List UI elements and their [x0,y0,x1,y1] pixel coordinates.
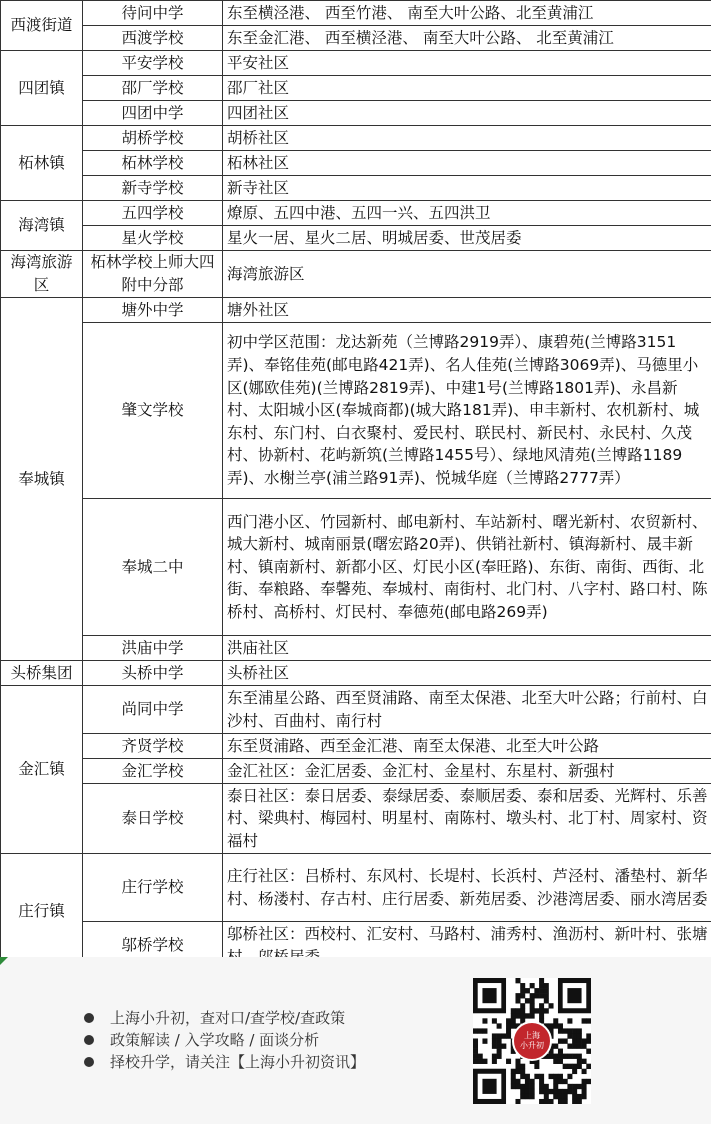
promo-bullet-text: 择校升学，请关注【上海小升初资讯】 [110,1053,366,1071]
school-cell: 胡桥学校 [83,126,223,151]
table-row [1,686,711,734]
bullet-dot-icon [84,1057,94,1067]
table-row [1,499,711,636]
area-cell: 四团社区 [223,101,711,126]
school-cell: 奉城二中 [83,499,223,636]
table-row [1,201,711,226]
promo-footer [0,957,711,1124]
town-cell: 四团镇 [1,51,83,126]
qr-center-logo [512,1021,552,1061]
area-cell: 邵厂社区 [223,76,711,101]
school-cell: 西渡学校 [83,26,223,51]
school-cell: 齐贤学校 [83,734,223,759]
area-cell: 平安社区 [223,51,711,76]
table-row [1,126,711,151]
bullet-dot-icon [84,1013,94,1023]
promo-bullet [84,1051,365,1073]
table-row [1,76,711,101]
area-cell: 燎原、五四中港、五四一兴、五四洪卫 [223,201,711,226]
table-row [1,51,711,76]
school-cell: 金汇学校 [83,759,223,784]
area-cell: 东至金汇港、 西至横泾港、 南至大叶公路、 北至黄浦江 [223,26,711,51]
town-cell: 头桥集团 [1,661,83,686]
area-cell: 海湾旅游区 [223,251,711,298]
promo-bullet-text: 政策解读 / 入学攻略 / 面谈分析 [110,1031,320,1049]
table-row [1,101,711,126]
qr-code-image[interactable] [473,978,591,1104]
table-row [1,323,711,499]
table-row [1,226,711,251]
area-cell: 初中学区范围：龙达新苑（兰博路2919弄）、康碧苑(兰博路3151弄)、奉铭佳苑(邮电路421弄)、名人佳苑(兰博路3069弄)、马德里小区(娜欧佳苑)(兰博路2819弄)、中建1号(兰博路1801弄)、永昌新村、太阳城小区(奉城商都)(城大路181弄)、申丰新村、农机新村、城东村、东门村、白衣聚村、爱民村、联民村、新民村、永民村、久茂村、协新村、花屿新筑(兰博路1455号）、绿地风清苑(兰博路1189弄)、水榭兰亭(浦兰路91弄)、悦城华庭（兰博路2777弄） [223,323,711,499]
promo-bullet-list [84,1007,365,1073]
school-cell: 肇文学校 [83,323,223,499]
area-cell: 邬桥社区：西校村、汇安村、马路村、浦秀村、渔沥村、新叶村、张塘 [223,922,711,970]
table-row [1,1,711,26]
area-cell: 西门港小区、竹园新村、邮电新村、车站新村、曙光新村、农贸新村、城大新村、城南丽景(曙宏路20弄)、供销社新村、镇海新村、晟丰新村、镇南新村、新都小区、灯民小区(奉旺路)、东街、南街、西街、北街、奉粮路、奉馨苑、奉城村、南街村、北门村、八字村、路口村、陈桥村、高桥村、灯民村、奉德苑(邮电路269弄) [223,499,711,636]
town-cell: 海湾旅游区 [1,251,83,298]
table-row [1,636,711,661]
school-cell: 柘林学校 [83,151,223,176]
town-cell: 金汇镇 [1,686,83,854]
school-cell: 洪庙中学 [83,636,223,661]
table-row [1,26,711,51]
area-cell: 星火一居、星火二居、明城居委、世茂居委 [223,226,711,251]
table-row [1,759,711,784]
school-cell: 四团中学 [83,101,223,126]
corner-mark [0,957,8,965]
area-cell: 洪庙社区 [223,636,711,661]
town-cell: 西渡街道 [1,1,83,51]
town-cell: 柘林镇 [1,126,83,201]
bullet-dot-icon [84,1035,94,1045]
area-cell: 金汇社区：金汇居委、金汇村、金星村、东星村、新强村 [223,759,711,784]
area-cell: 庄行社区：吕桥村、东风村、长堤村、长浜村、芦泾村、潘垫村、新华村、杨溇村、存古村、庄行居委、新苑居委、沙港湾居委、丽水湾居委 [223,854,711,922]
area-cell: 东至浦星公路、西至贤浦路、南至太保港、北至大叶公路；行前村、白沙村、百曲村、南行村 [223,686,711,734]
table-row [1,854,711,922]
town-cell: 海湾镇 [1,201,83,251]
qr-logo-line2: 小升初 [520,1041,544,1050]
school-cell: 塘外中学 [83,298,223,323]
school-cell: 新寺学校 [83,176,223,201]
promo-bullet [84,1029,365,1051]
qr-logo-line1: 上海 [524,1031,540,1040]
area-cell: 胡桥社区 [223,126,711,151]
table-row [1,661,711,686]
town-cell: 庄行镇 [1,854,83,970]
school-cell: 庄行学校 [83,854,223,922]
area-cell: 柘林社区 [223,151,711,176]
promo-bullet-text: 上海小升初，查对口/查学校/查政策 [110,1009,346,1027]
school-cell: 待问中学 [83,1,223,26]
school-cell: 头桥中学 [83,661,223,686]
area-cell: 泰日社区：泰日居委、泰绿居委、泰顺居委、泰和居委、光辉村、乐善村、梁典村、梅园村、明星村、南陈村、墩头村、北丁村、周家村、资福村 [223,784,711,854]
table-row [1,251,711,298]
school-cell: 柘林学校上师大四附中分部 [83,251,223,298]
area-cell: 新寺社区 [223,176,711,201]
school-cell: 尚同中学 [83,686,223,734]
school-cell: 五四学校 [83,201,223,226]
town-cell: 奉城镇 [1,298,83,661]
table-row [1,784,711,854]
table-row [1,298,711,323]
table-row [1,176,711,201]
school-cell: 邬桥学校 [83,922,223,970]
area-cell: 头桥社区 [223,661,711,686]
area-cell: 塘外社区 [223,298,711,323]
area-cell: 东至贤浦路、西至金汇港、南至太保港、北至大叶公路 [223,734,711,759]
school-cell: 平安学校 [83,51,223,76]
school-cell: 星火学校 [83,226,223,251]
table-row [1,151,711,176]
area-cell: 东至横泾港、 西至竹港、 南至大叶公路、北至黄浦江 [223,1,711,26]
promo-bullet [84,1007,365,1029]
school-cell: 邵厂学校 [83,76,223,101]
school-cell: 泰日学校 [83,784,223,854]
table-row [1,734,711,759]
